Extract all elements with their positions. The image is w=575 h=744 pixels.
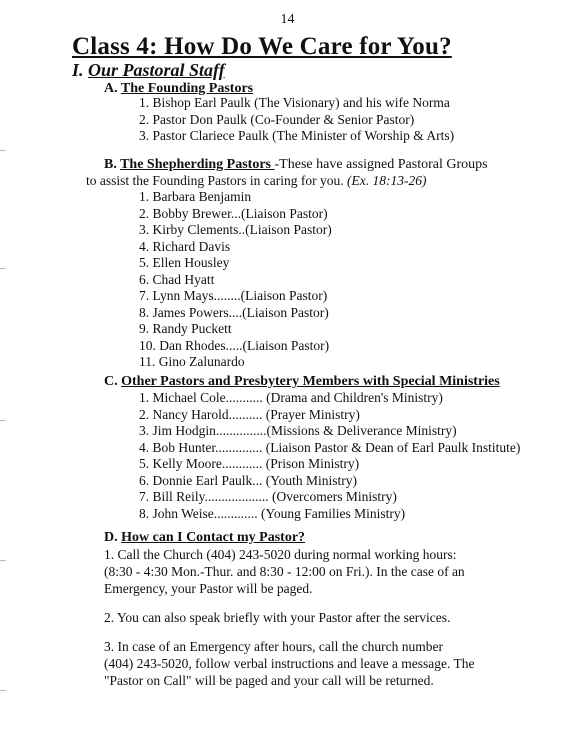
section-label: Our Pastoral Staff bbox=[88, 60, 225, 80]
list-item: 10. Dan Rhodes.....(Liaison Pastor) bbox=[139, 337, 330, 353]
shepherding-list bbox=[139, 189, 332, 371]
paragraph-line: 1. Call the Church (404) 243-5020 during normal working hours: bbox=[104, 547, 457, 562]
list-item: 1. Bishop Earl Paulk (The Visionary) and his wife Norma bbox=[139, 95, 450, 110]
list-item: 8. James Powers....(Liaison Pastor) bbox=[139, 304, 329, 320]
other-heading-text: Other Pastors and Presbytery Members with Special Ministries bbox=[121, 374, 500, 389]
list-item: 11. Gino Zalunardo bbox=[139, 354, 245, 369]
list-item: 7. Lynn Mays........(Liaison Pastor) bbox=[139, 288, 328, 303]
list-item: 8. John Weise............. (Young Families Ministry) bbox=[139, 505, 406, 521]
shepherding-heading-text: The Shepherding Pastors bbox=[120, 157, 275, 172]
paragraph-line: (8:30 - 4:30 Mon.-Thur. and 8:30 - 12:00 on Fri.). In the case of an bbox=[104, 564, 465, 579]
shepherding-heading bbox=[104, 157, 488, 173]
page-title: Class 4: How Do We Care for You? bbox=[72, 33, 452, 60]
shepherding-line2-text: to assist the Founding Pastors in caring for you. bbox=[86, 173, 347, 188]
scan-edge-mark bbox=[0, 268, 6, 269]
list-item: 5. Ellen Housley bbox=[139, 255, 230, 270]
list-item: 3. Kirby Clements..(Liaison Pastor) bbox=[139, 222, 332, 237]
list-item: 1. Michael Cole........... (Drama and Children's Ministry) bbox=[139, 390, 443, 405]
paragraph-line: "Pastor on Call" will be paged and your call will be returned. bbox=[104, 673, 434, 688]
shepherding-letter: B. bbox=[104, 157, 117, 172]
list-item: 1. Barbara Benjamin bbox=[139, 189, 252, 204]
page-number: 14 bbox=[280, 12, 295, 27]
other-heading bbox=[104, 374, 500, 390]
list-item: 5. Kelly Moore............ (Prison Ministry) bbox=[139, 456, 360, 471]
scan-edge-mark bbox=[0, 420, 6, 421]
list-item: 3. Pastor Clariece Paulk (The Minister of Worship & Arts) bbox=[139, 128, 455, 143]
contact-heading bbox=[104, 530, 305, 546]
scan-edge-mark bbox=[0, 560, 6, 561]
founding-heading-text: The Founding Pastors bbox=[120, 81, 254, 96]
shepherding-line2 bbox=[86, 173, 426, 189]
scan-edge-mark bbox=[0, 150, 6, 151]
contact-paragraph-1 bbox=[104, 546, 465, 597]
paragraph-line: 2. You can also speak briefly with your Pastor after the services. bbox=[104, 610, 451, 625]
list-item: 9. Randy Puckett bbox=[139, 321, 232, 336]
scripture-reference: (Ex. 18:13-26) bbox=[346, 173, 427, 188]
shepherding-heading-rest: -These have assigned Pastoral Groups bbox=[274, 157, 488, 172]
paragraph-line: 3. In case of an Emergency after hours, call the church number bbox=[104, 639, 443, 654]
paragraph-line: (404) 243-5020, follow verbal instructions and leave a message. The bbox=[104, 656, 475, 671]
list-item: 4. Bob Hunter.............. (Liaison Pastor & Dean of Earl Paulk Institute) bbox=[139, 439, 521, 455]
paragraph-line: Emergency, your Pastor will be paged. bbox=[104, 581, 313, 596]
contact-letter: D. bbox=[104, 530, 118, 545]
contact-paragraph-3 bbox=[104, 638, 475, 689]
scan-edge-mark bbox=[0, 690, 6, 691]
founding-letter: A. bbox=[104, 81, 118, 96]
section-heading bbox=[72, 60, 225, 81]
other-letter: C. bbox=[104, 374, 118, 389]
list-item: 2. Bobby Brewer...(Liaison Pastor) bbox=[139, 205, 328, 221]
list-item: 2. Pastor Don Paulk (Co-Founder & Senior Pastor) bbox=[139, 111, 415, 127]
founding-list bbox=[139, 95, 454, 145]
list-item: 7. Bill Reily................... (Overcomers Ministry) bbox=[139, 489, 397, 504]
contact-paragraph-2 bbox=[104, 609, 450, 626]
list-item: 6. Chad Hyatt bbox=[139, 271, 215, 287]
list-item: 4. Richard Davis bbox=[139, 238, 231, 254]
other-list bbox=[139, 390, 520, 522]
list-item: 2. Nancy Harold.......... (Prayer Ministry) bbox=[139, 406, 360, 422]
section-numeral: I. bbox=[72, 60, 84, 80]
list-item: 3. Jim Hodgin...............(Missions & Deliverance Ministry) bbox=[139, 423, 457, 438]
list-item: 6. Donnie Earl Paulk... (Youth Ministry) bbox=[139, 472, 357, 488]
contact-heading-text: How can I Contact my Pastor? bbox=[121, 530, 306, 545]
